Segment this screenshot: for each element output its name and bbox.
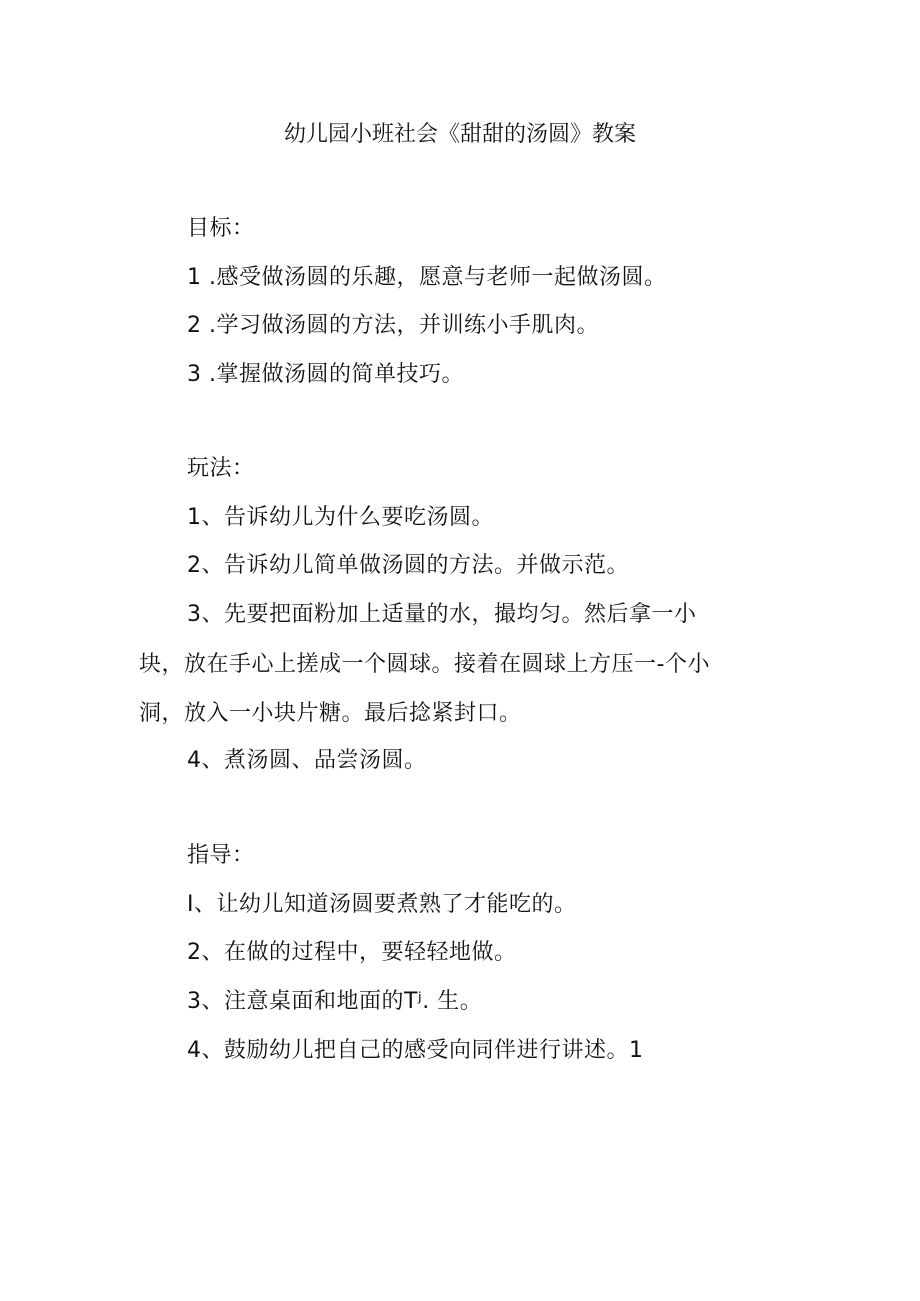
play-item-4: 4、煮汤圆、品尝汤圆。 [187,748,427,773]
play-item-3-cont-2: 洞，放入一小块片糖。最后捻紧封口。 [139,701,522,726]
play-item-2: 2、告诉幼儿简单做汤圆的方法。并做示范。 [187,553,629,578]
play-item-3-cont-1: 块，放在手心上搓成一个圆球。接着在圆球上方压一-个小 [139,652,710,677]
guidance-item-1: I、让幼儿知道汤圆要煮熟了才能吃的。 [187,892,577,917]
play-item-3: 3、先要把面粉加上适量的水，撮均匀。然后拿一小 [187,602,697,627]
page-title: 幼儿园小班社会《甜甜的汤圆》教案 [283,122,636,147]
guidance-item-2: 2、在做的过程中，要轻轻地做。 [187,940,517,965]
goal-item-1: 1 .感受做汤圆的乐趣，愿意与老师一起做汤圆。 [187,265,667,290]
play-item-1: 1、告诉幼儿为什么要吃汤圆。 [187,505,494,530]
goal-item-3: 3 .掌握做汤圆的简单技巧。 [187,362,464,387]
section-heading-goals: 目标： [187,216,255,241]
goal-item-2: 2 .学习做汤圆的方法，并训练小手肌肉。 [187,313,599,338]
section-heading-guidance: 指导： [187,843,255,868]
guidance-item-3: 3、注意桌面和地面的Tʲ. 生。 [187,989,483,1014]
section-heading-play: 玩法： [187,456,255,481]
guidance-item-4: 4、鼓励幼儿把自己的感受向同伴进行讲述。1 [187,1038,644,1063]
